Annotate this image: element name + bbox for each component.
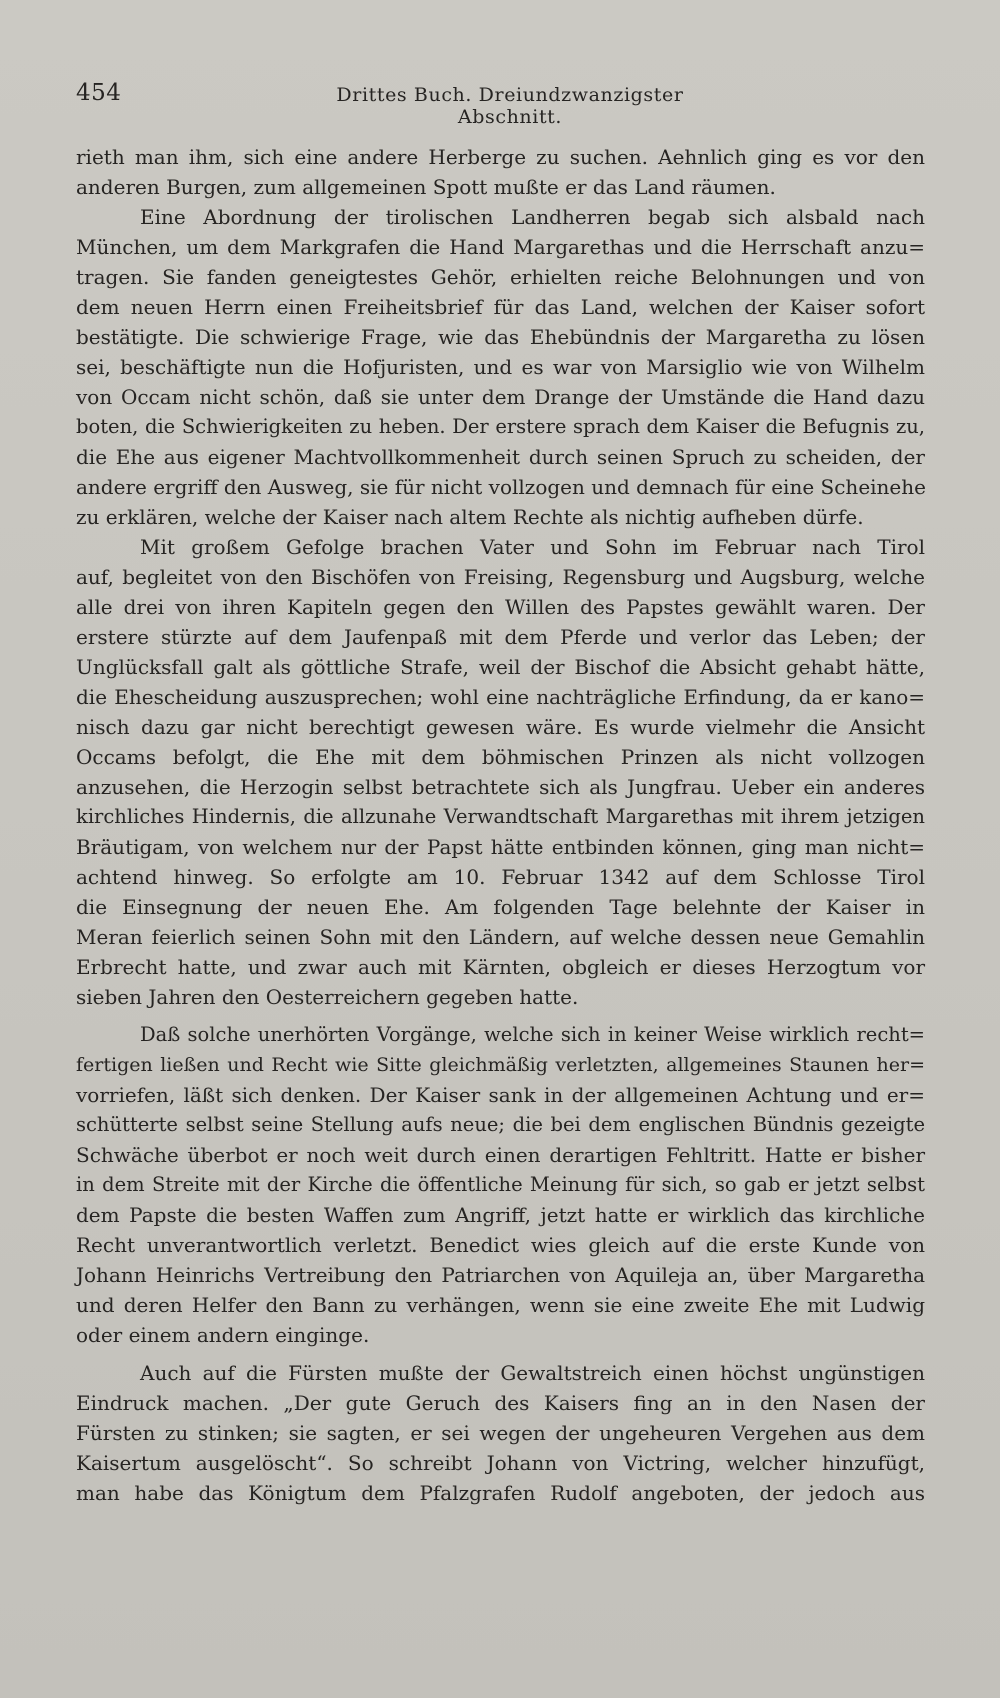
text-line: und deren Helfer den Bann zu verhängen, wenn sie eine zweite Ehe mit Ludwig	[76, 1293, 925, 1317]
text-line: Meran feierlich seinen Sohn mit den Ländern, auf welche dessen neue Gemahlin	[76, 925, 925, 949]
text-line: Auch auf die Fürsten mußte der Gewaltstreich einen höchst ungünstigen	[140, 1361, 925, 1385]
text-line: anzusehen, die Herzogin selbst betrachtete sich als Jungfrau. Ueber ein anderes	[76, 775, 925, 799]
running-head: Drittes Buch. Dreiundzwanzigster Abschnitt.	[336, 84, 684, 128]
text-line: Schwäche überbot er noch weit durch einen derartigen Fehltritt. Hatte er bisher	[76, 1143, 925, 1167]
text-line: anderen Burgen, zum allgemeinen Spott mußte er das Land räumen.	[76, 175, 776, 199]
text-line: die Ehe aus eigener Machtvollkommenheit durch seinen Spruch zu scheiden, der	[76, 445, 925, 469]
text-line: andere ergriff den Ausweg, sie für nicht vollzogen und demnach für eine Scheinehe	[76, 475, 926, 499]
text-line: Bräutigam, von welchem nur der Papst hätte entbinden können, ging man nicht=	[76, 835, 925, 859]
text-line: oder einem andern einginge.	[76, 1323, 370, 1347]
text-line: Eindruck machen. „Der gute Geruch des Kaisers fing an in den Nasen der	[76, 1391, 925, 1415]
text-line: rieth man ihm, sich eine andere Herberge zu suchen. Aehnlich ging es vor den	[76, 145, 925, 169]
text-line: Occams befolgt, die Ehe mit dem böhmischen Prinzen als nicht vollzogen	[76, 745, 925, 769]
text-line: vorriefen, läßt sich denken. Der Kaiser sank in der allgemeinen Achtung und er=	[76, 1083, 925, 1107]
text-line: sieben Jahren den Oesterreichern gegeben hatte.	[76, 985, 579, 1009]
text-line: tragen. Sie fanden geneigtestes Gehör, erhielten reiche Belohnungen und von	[76, 265, 925, 289]
text-line: Erbrecht hatte, und zwar auch mit Kärnten, obgleich er dieses Herzogtum vor	[76, 955, 925, 979]
text-line: dem Papste die besten Waffen zum Angriff, jetzt hatte er wirklich das kirchliche	[76, 1203, 925, 1227]
paragraph-gap	[76, 1012, 925, 1020]
body-text	[76, 142, 925, 1508]
text-line: kirchliches Hindernis, die allzunahe Verwandtschaft Margarethas mit ihrem jetzigen	[76, 805, 925, 828]
text-line: Daß solche unerhörten Vorgänge, welche sich in keiner Weise wirklich recht=	[140, 1023, 925, 1046]
text-line: Fürsten zu stinken; sie sagten, er sei wegen der ungeheuren Vergehen aus dem	[76, 1421, 925, 1445]
text-line: München, um dem Markgrafen die Hand Margarethas und die Herrschaft anzu=	[76, 235, 925, 259]
text-line: dem neuen Herrn einen Freiheitsbrief für das Land, welchen der Kaiser sofort	[76, 295, 925, 319]
text-line: fertigen ließen und Recht wie Sitte gleichmäßig verletzten, allgemeines Staunen her=	[76, 1054, 925, 1076]
text-line: in dem Streite mit der Kirche die öffentliche Meinung für sich, so gab er jetzt selbst	[76, 1173, 925, 1196]
text-line: Recht unverantwortlich verletzt. Benedict wies gleich auf die erste Kunde von	[76, 1233, 925, 1257]
text-line: die Ehescheidung auszusprechen; wohl eine nachträgliche Erfindung, da er kano=	[76, 685, 925, 709]
text-line: bestätigte. Die schwierige Frage, wie das Ehebündnis der Margaretha zu lösen	[76, 325, 925, 349]
text-line: Kaisertum ausgelöscht“. So schreibt Johann von Victring, welcher hinzufügt,	[76, 1451, 925, 1475]
text-line: erstere stürzte auf dem Jaufenpaß mit dem Pferde und verlor das Leben; der	[76, 625, 925, 649]
paragraph-gap	[76, 1350, 925, 1358]
text-line: die Einsegnung der neuen Ehe. Am folgenden Tage belehnte der Kaiser in	[76, 895, 925, 919]
text-line: Johann Heinrichs Vertreibung den Patriarchen von Aquileja an, über Margaretha	[76, 1263, 925, 1287]
text-line: alle drei von ihren Kapiteln gegen den Willen des Papstes gewählt waren. Der	[76, 595, 925, 619]
text-line: Unglücksfall galt als göttliche Strafe, weil der Bischof die Absicht gehabt hätte,	[76, 655, 925, 679]
text-line: man habe das Königtum dem Pfalzgrafen Rudolf angeboten, der jedoch aus	[76, 1481, 925, 1505]
page-number: 454	[76, 80, 122, 106]
text-line: Eine Abordnung der tirolischen Landherren begab sich alsbald nach	[140, 205, 925, 229]
text-line: auf, begleitet von den Bischöfen von Freising, Regensburg und Augsburg, welche	[76, 565, 925, 589]
text-line: schütterte selbst seine Stellung aufs neue; die bei dem englischen Bündnis gezeigte	[76, 1113, 925, 1136]
text-line: von Occam nicht schön, daß sie unter dem Drange der Umstände die Hand dazu	[76, 385, 925, 409]
text-line: achtend hinweg. So erfolgte am 10. Februar 1342 auf dem Schlosse Tirol	[76, 865, 925, 889]
text-line: Mit großem Gefolge brachen Vater und Sohn im Februar nach Tirol	[140, 535, 925, 559]
text-line: boten, die Schwierigkeiten zu heben. Der erstere sprach dem Kaiser die Befugnis zu,	[76, 415, 925, 438]
text-line: nisch dazu gar nicht berechtigt gewesen wäre. Es wurde vielmehr die Ansicht	[76, 715, 925, 739]
text-line: sei, beschäftigte nun die Hofjuristen, und es war von Marsiglio wie von Wilhelm	[76, 355, 925, 379]
text-line: zu erklären, welche der Kaiser nach altem Rechte als nichtig aufheben dürfe.	[76, 505, 864, 529]
